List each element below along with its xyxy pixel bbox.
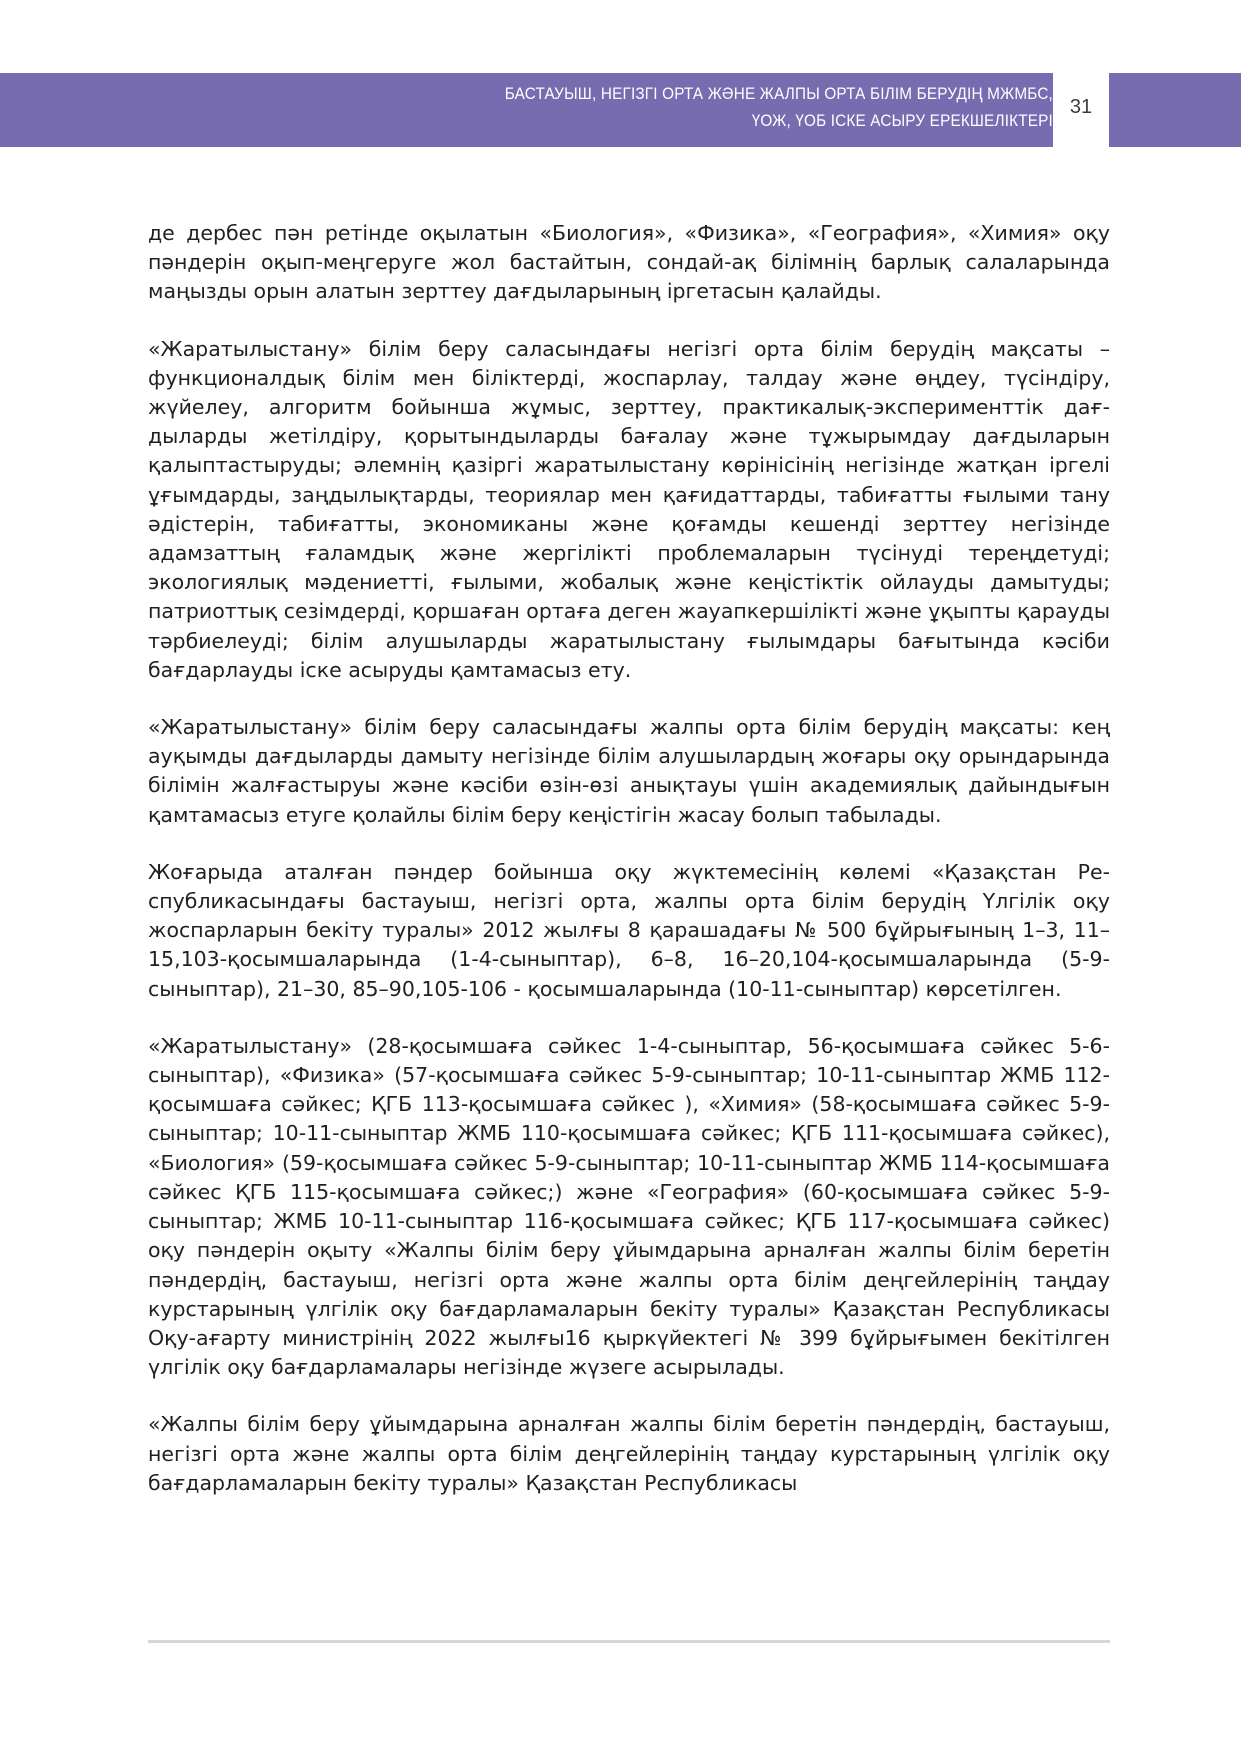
- paragraph-1: де дербес пән ретінде оқылатын «Биология», «Физика», «География», «Химия» оқу пәндерін оқып-меңгеруге жол бастайтын, сондай-ақ білімнің барлық салаларында маңызды орын алатын зерттеу дағдыларының іргетасын қалайды.: [148, 221, 1110, 304]
- header-title-line-2: ҮОЖ, ҮОБ ІСКЕ АСЫРУ ЕРЕКШЕЛІКТЕРІ: [751, 111, 1053, 130]
- header-title-line-1: БАСТАУЫШ, НЕГІЗГІ ОРТА ЖӘНЕ ЖАЛПЫ ОРТА БІЛІМ БЕРУДІҢ МЖМБС,: [504, 84, 1054, 103]
- paragraph-5: «Жаратылыстану» (28-қосымшаға сәйкес 1-4-сыныптар, 56-қосымшаға сәйкес 5-6-сыныптар), «Физика» (57-қосымшаға сәйкес 5-9-сыныптар; 10-11-сыныптар ЖМБ 112-қосымшаға сәйкес; ҚГБ 113-қосымшаға сәйкес ), «Химия» (58-қосымшаға сәйкес 5-9-сыныптар; 10-11-сыныптар ЖМБ 110-қосымшаға сәйкес; ҚГБ 111-қосымшаға сәйкес), «Биология» (59-қосымшаға сәйкес 5-9-сыныптар; 10-11-сыныптар ЖМБ 114-қосымшаға сәйкес ҚГБ 115-қосымшаға сәйкес;) және «География» (60-қосымшаға сәйкес 5-9-сыныптар; ЖМБ 10-11-сыныптар 116-қосымшаға сәйкес; ҚГБ 117-қосымшаға сәйкес) оқу пәндерін оқыту «Жалпы білім беру ұйымдарына арналған жалпы білім беретін пәндердің, бастауыш, негізгі орта және жалпы орта білім деңгейлерінің таңдау курстарының үлгілік оқу бағдарламаларын бекіту туралы» Қазақстан Республикасы Оқу-ағарту министрінің 2022 жылғы16 қыркүйектегі № 399 бұйрығымен бекітілген үлгілік оқу бағдарламалары негізінде жүзеге асырылады.: [148, 1033, 1110, 1380]
- paragraph-2: «Жаратылыстану» білім беру саласындағы негізгі орта білім берудің мақсаты – функционалдық білім мен біліктерді, жоспарлау, талдау және өңдеу, түсіндіру, жүйелеу, алгоритм бойынша жұмыс, зерттеу, практикалық-эксперименттік дағдыларды жетілдіру, қорытындыларды бағалау және тұжырымдау дағдыларын қалыптастыруды; әлемнің қазіргі жаратылыстану көрінісінің негізінде жатқан іргелі ұғымдарды, заңдылықтарды, теориялар мен қағидаттарды, табиғатты ғылыми тану әдістерін, табиғатты, экономиканы және қоғамды кешенді зерттеу негізінде адамзаттың ғаламдық және жергілікті проблемаларын түсінуді тереңдетуді; экологиялық мәдениетті, ғылыми, жобалық және кеңістіктік ойлауды дамытуды; патриоттық сезімдерді, қоршаған ортаға деген жауапкершілікті және ұқыпты қарауды тәрбиелеуді; білім алушыларды жаратылыстану ғылымдары бағытында кәсіби бағдарлауды іске асыруды қамтамасыз ету.: [148, 336, 1110, 682]
- header-title: [423, 80, 1053, 134]
- footer-divider: [148, 1640, 1110, 1643]
- paragraph-3: «Жаратылыстану» білім беру саласындағы жалпы орта білім берудің мақсаты: кең ауқымды дағдыларды дамыту негізінде білім алушылардың жоғары оқу орындарында білімін жалғастыруы және кәсіби өзін-өзі анықтауы үшін академиялық дайындығын қамтамасыз етуге қолайлы білім беру кеңістігін жасау болып табылады.: [148, 715, 1110, 827]
- paragraph-4: Жоғарыда аталған пәндер бойынша оқу жүктемесінің көлемі «Қазақстан Республикасындағы бастауыш, негізгі орта, жалпы орта білім берудің Үлгілік оқу жоспарларын бекіту туралы» 2012 жылғы 8 қарашадағы № 500 бұйрығының 1–3, 11–15,103-қосымшаларында (1-4-сыныптар), 6–8, 16–20,104-қосымшаларында (5-9-сыныптар), 21–30, 85–90,105-106 - қосымшаларында (10-11-сыныптар) көрсетілген.: [148, 859, 1110, 1001]
- paragraph-6: «Жалпы білім беру ұйымдарына арналған жалпы білім беретін пәндердің, бастауыш, негізгі орта және жалпы орта білім деңгейлерінің таңдау курстарының үлгілік оқу бағдарламаларын бекіту туралы» Қазақстан Республикасы: [148, 1412, 1110, 1495]
- page-number: 31: [1069, 96, 1093, 118]
- body-text: [148, 219, 1110, 1526]
